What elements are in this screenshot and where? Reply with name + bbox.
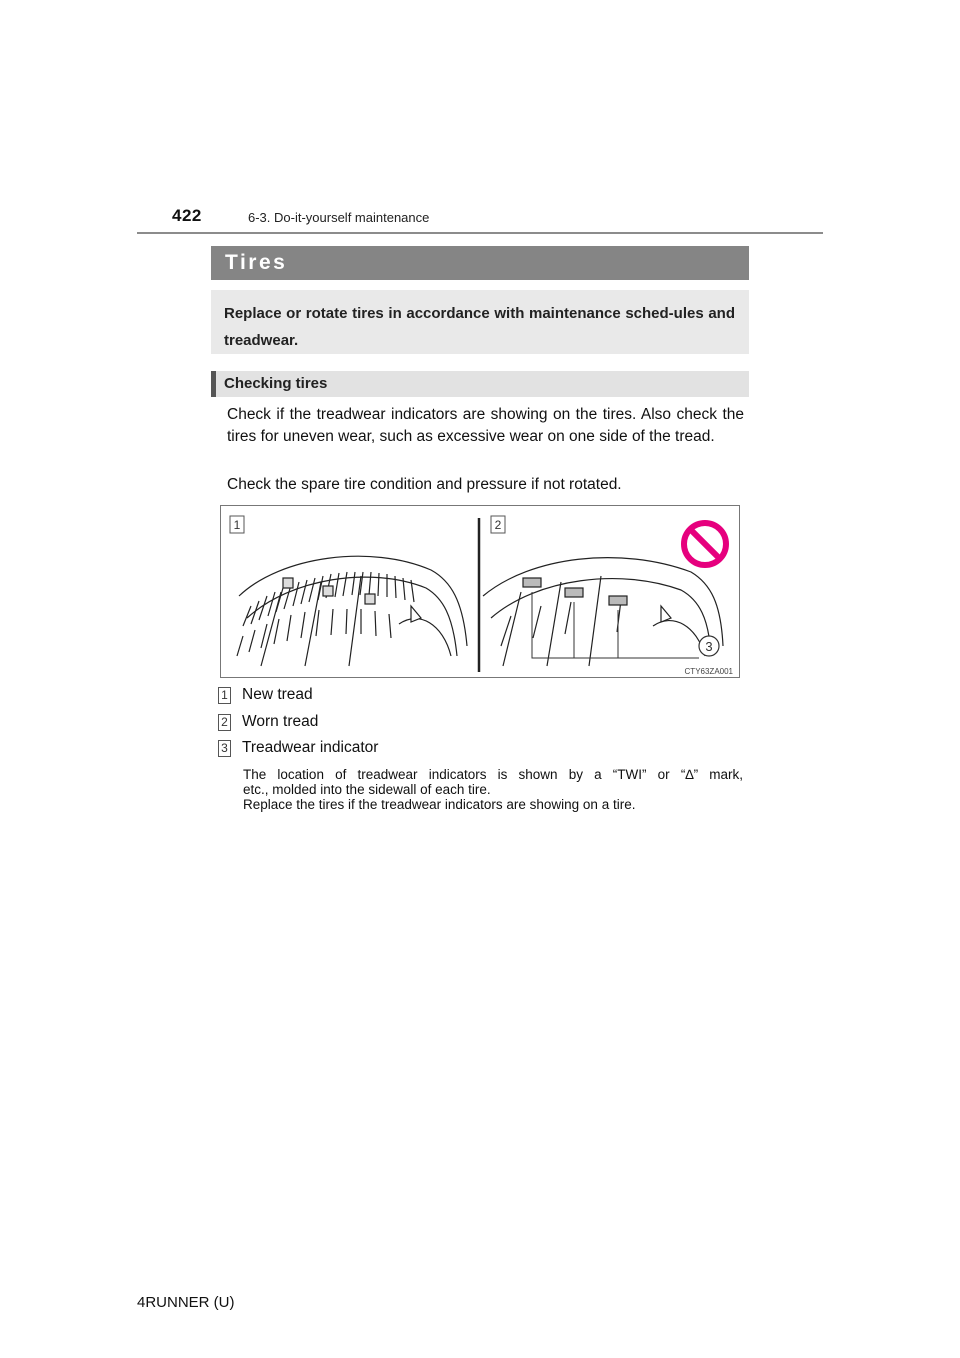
treadwear-note (243, 767, 743, 812)
footer-model: 4RUNNER (U) (137, 1294, 235, 1311)
page-number: 422 (172, 206, 202, 225)
callout-2-label: 2 (494, 518, 502, 532)
page-title: Tires (225, 251, 288, 274)
paragraph-check-treadwear: Check if the treadwear indicators are showing on the tires. Also check the tires for uneven wear, such as excessive wear on one side of the tread. (227, 406, 744, 445)
title-bar (211, 246, 749, 280)
subheading-marker (211, 371, 216, 397)
callout-1-label: 1 (233, 518, 241, 532)
legend-number: 1 (218, 687, 231, 704)
note-line-3: Replace the tires if the treadwear indicators are showing on a tire. (243, 797, 636, 812)
legend-number: 2 (218, 714, 231, 731)
note-line-1: The location of treadwear indicators is shown by a “TWI” or “∆” mark, (243, 767, 743, 782)
new-tread-tire (237, 556, 467, 666)
figure-code: CTY63ZA001 (684, 667, 733, 676)
section-label: 6-3. Do-it-yourself maintenance (248, 210, 430, 225)
legend-label: Treadwear indicator (242, 739, 379, 756)
intro-box (211, 290, 749, 354)
tire-illustration (220, 505, 740, 678)
subheading-bar (211, 371, 749, 397)
prohibition-icon (684, 523, 726, 565)
header-divider (137, 232, 823, 234)
callout-1 (230, 516, 244, 533)
callout-3 (699, 636, 719, 656)
intro-text: Replace or rotate tires in accordance with maintenance sched-ules and treadwear. (224, 305, 735, 349)
legend-number: 3 (218, 740, 231, 757)
worn-tread-tire (483, 558, 723, 666)
callout-2 (491, 516, 505, 533)
paragraph-spare-tire: Check the spare tire condition and pressure if not rotated. (227, 476, 622, 493)
callout-3-label: 3 (705, 639, 713, 654)
note-line-2: etc., molded into the sidewall of each tire. (243, 782, 491, 797)
subheading: Checking tires (224, 375, 328, 392)
legend-label: Worn tread (242, 713, 319, 730)
legend-label: New tread (242, 686, 313, 703)
